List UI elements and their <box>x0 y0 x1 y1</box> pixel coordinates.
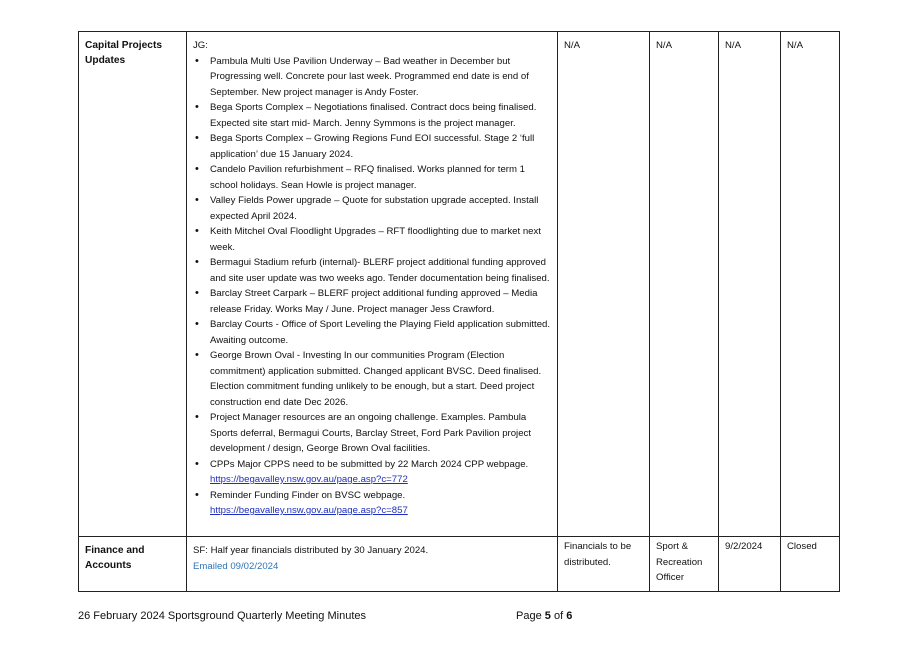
list-item: • Barclay Street Carpark – BLERF project additional funding approved – Media release Friday. Works May / June. Project manager Jess Crawford. <box>210 286 552 317</box>
page-current: 5 <box>544 610 551 622</box>
list-item: • Bega Sports Complex – Growing Regions Fund EOI successful. Stage 2 ‘full application’ due 15 January 2024. <box>210 131 552 162</box>
responsible-cell: Sport & Recreation Officer <box>650 537 719 592</box>
topic-cell <box>79 32 187 537</box>
page-word: Page <box>516 610 542 622</box>
emailed-note: Emailed 09/02/2024 <box>193 560 279 572</box>
page-of: of <box>553 610 564 622</box>
speaker-prefix: JG: <box>193 40 208 51</box>
list-item: • Candelo Pavilion refurbishment – RFQ finalised. Works planned for term 1 school holidays. Sean Howle is project manager. <box>210 162 552 193</box>
list-item: • Barclay Courts - Office of Sport Leveling the Playing Field application submitted. Awaiting outcome. <box>210 317 552 348</box>
date-cell: N/A <box>719 32 781 537</box>
topic-label: Capital Projects Updates <box>85 40 162 66</box>
action-cell: N/A <box>558 32 650 537</box>
responsible-cell: N/A <box>650 32 719 537</box>
date-cell: 9/2/2024 <box>719 537 781 592</box>
list-item-cpps <box>210 457 552 488</box>
status-cell: Closed <box>781 537 840 592</box>
topic-label: Finance and Accounts <box>85 545 145 571</box>
page-total: 6 <box>566 610 573 622</box>
table-row <box>79 537 840 592</box>
list-item: • Pambula Multi Use Pavilion Underway – Bad weather in December but Progressing well. Concrete pour last week. Programmed end date is end of September. New project manager is Andy Foster. <box>210 54 552 101</box>
list-item: • Valley Fields Power upgrade – Quote for substation upgrade accepted. Install expected April 2024. <box>210 193 552 224</box>
status-cell: N/A <box>781 32 840 537</box>
list-item: • George Brown Oval - Investing In our communities Program (Election commitment) application submitted. Changed applicant BVSC. Deed finalised. Election commitment funding unlikely to be enough, but a start. Deed project construction end date Dec 2026. <box>210 348 552 410</box>
funding-finder-link[interactable]: https://begavalley.nsw.gov.au/page.asp?c=857 <box>210 505 408 516</box>
action-cell: Financials to be distributed. <box>558 537 650 592</box>
funding-finder-text: Reminder Funding Finder on BVSC webpage. <box>210 489 406 501</box>
minutes-table <box>78 31 840 592</box>
list-item: • Project Manager resources are an ongoing challenge. Examples. Pambula Sports deferral, Bermagui Courts, Barclay Street, Ford Park Pavilion project development / design, George Brown Oval facilities. <box>210 410 552 457</box>
list-item-funding-finder <box>210 488 552 519</box>
page-number <box>516 610 572 622</box>
table-row <box>79 32 840 537</box>
topic-cell <box>79 537 187 592</box>
list-item: • Keith Mitchel Oval Floodlight Upgrades – RFT floodlighting due to market next week. <box>210 224 552 255</box>
list-item: • Bermagui Stadium refurb (internal)- BLERF project additional funding approved and site user update was two weeks ago. Tender documentation being finalised. <box>210 255 552 286</box>
discussion-cell <box>187 537 558 592</box>
discussion-cell <box>187 32 558 537</box>
list-item: • Bega Sports Complex – Negotiations finalised. Contract docs being finalised. Expected site start mid- March. Jenny Symmons is the project manager. <box>210 100 552 131</box>
cpp-webpage-link[interactable]: https://begavalley.nsw.gov.au/page.asp?c=772 <box>210 474 408 485</box>
finance-text: SF: Half year financials distributed by 30 January 2024. <box>193 545 429 556</box>
cpps-text: CPPs Major CPPS need to be submitted by 22 March 2024 CPP webpage. <box>210 458 529 470</box>
bullet-list <box>193 54 552 519</box>
footer-title: 26 February 2024 Sportsground Quarterly Meeting Minutes <box>78 610 366 622</box>
